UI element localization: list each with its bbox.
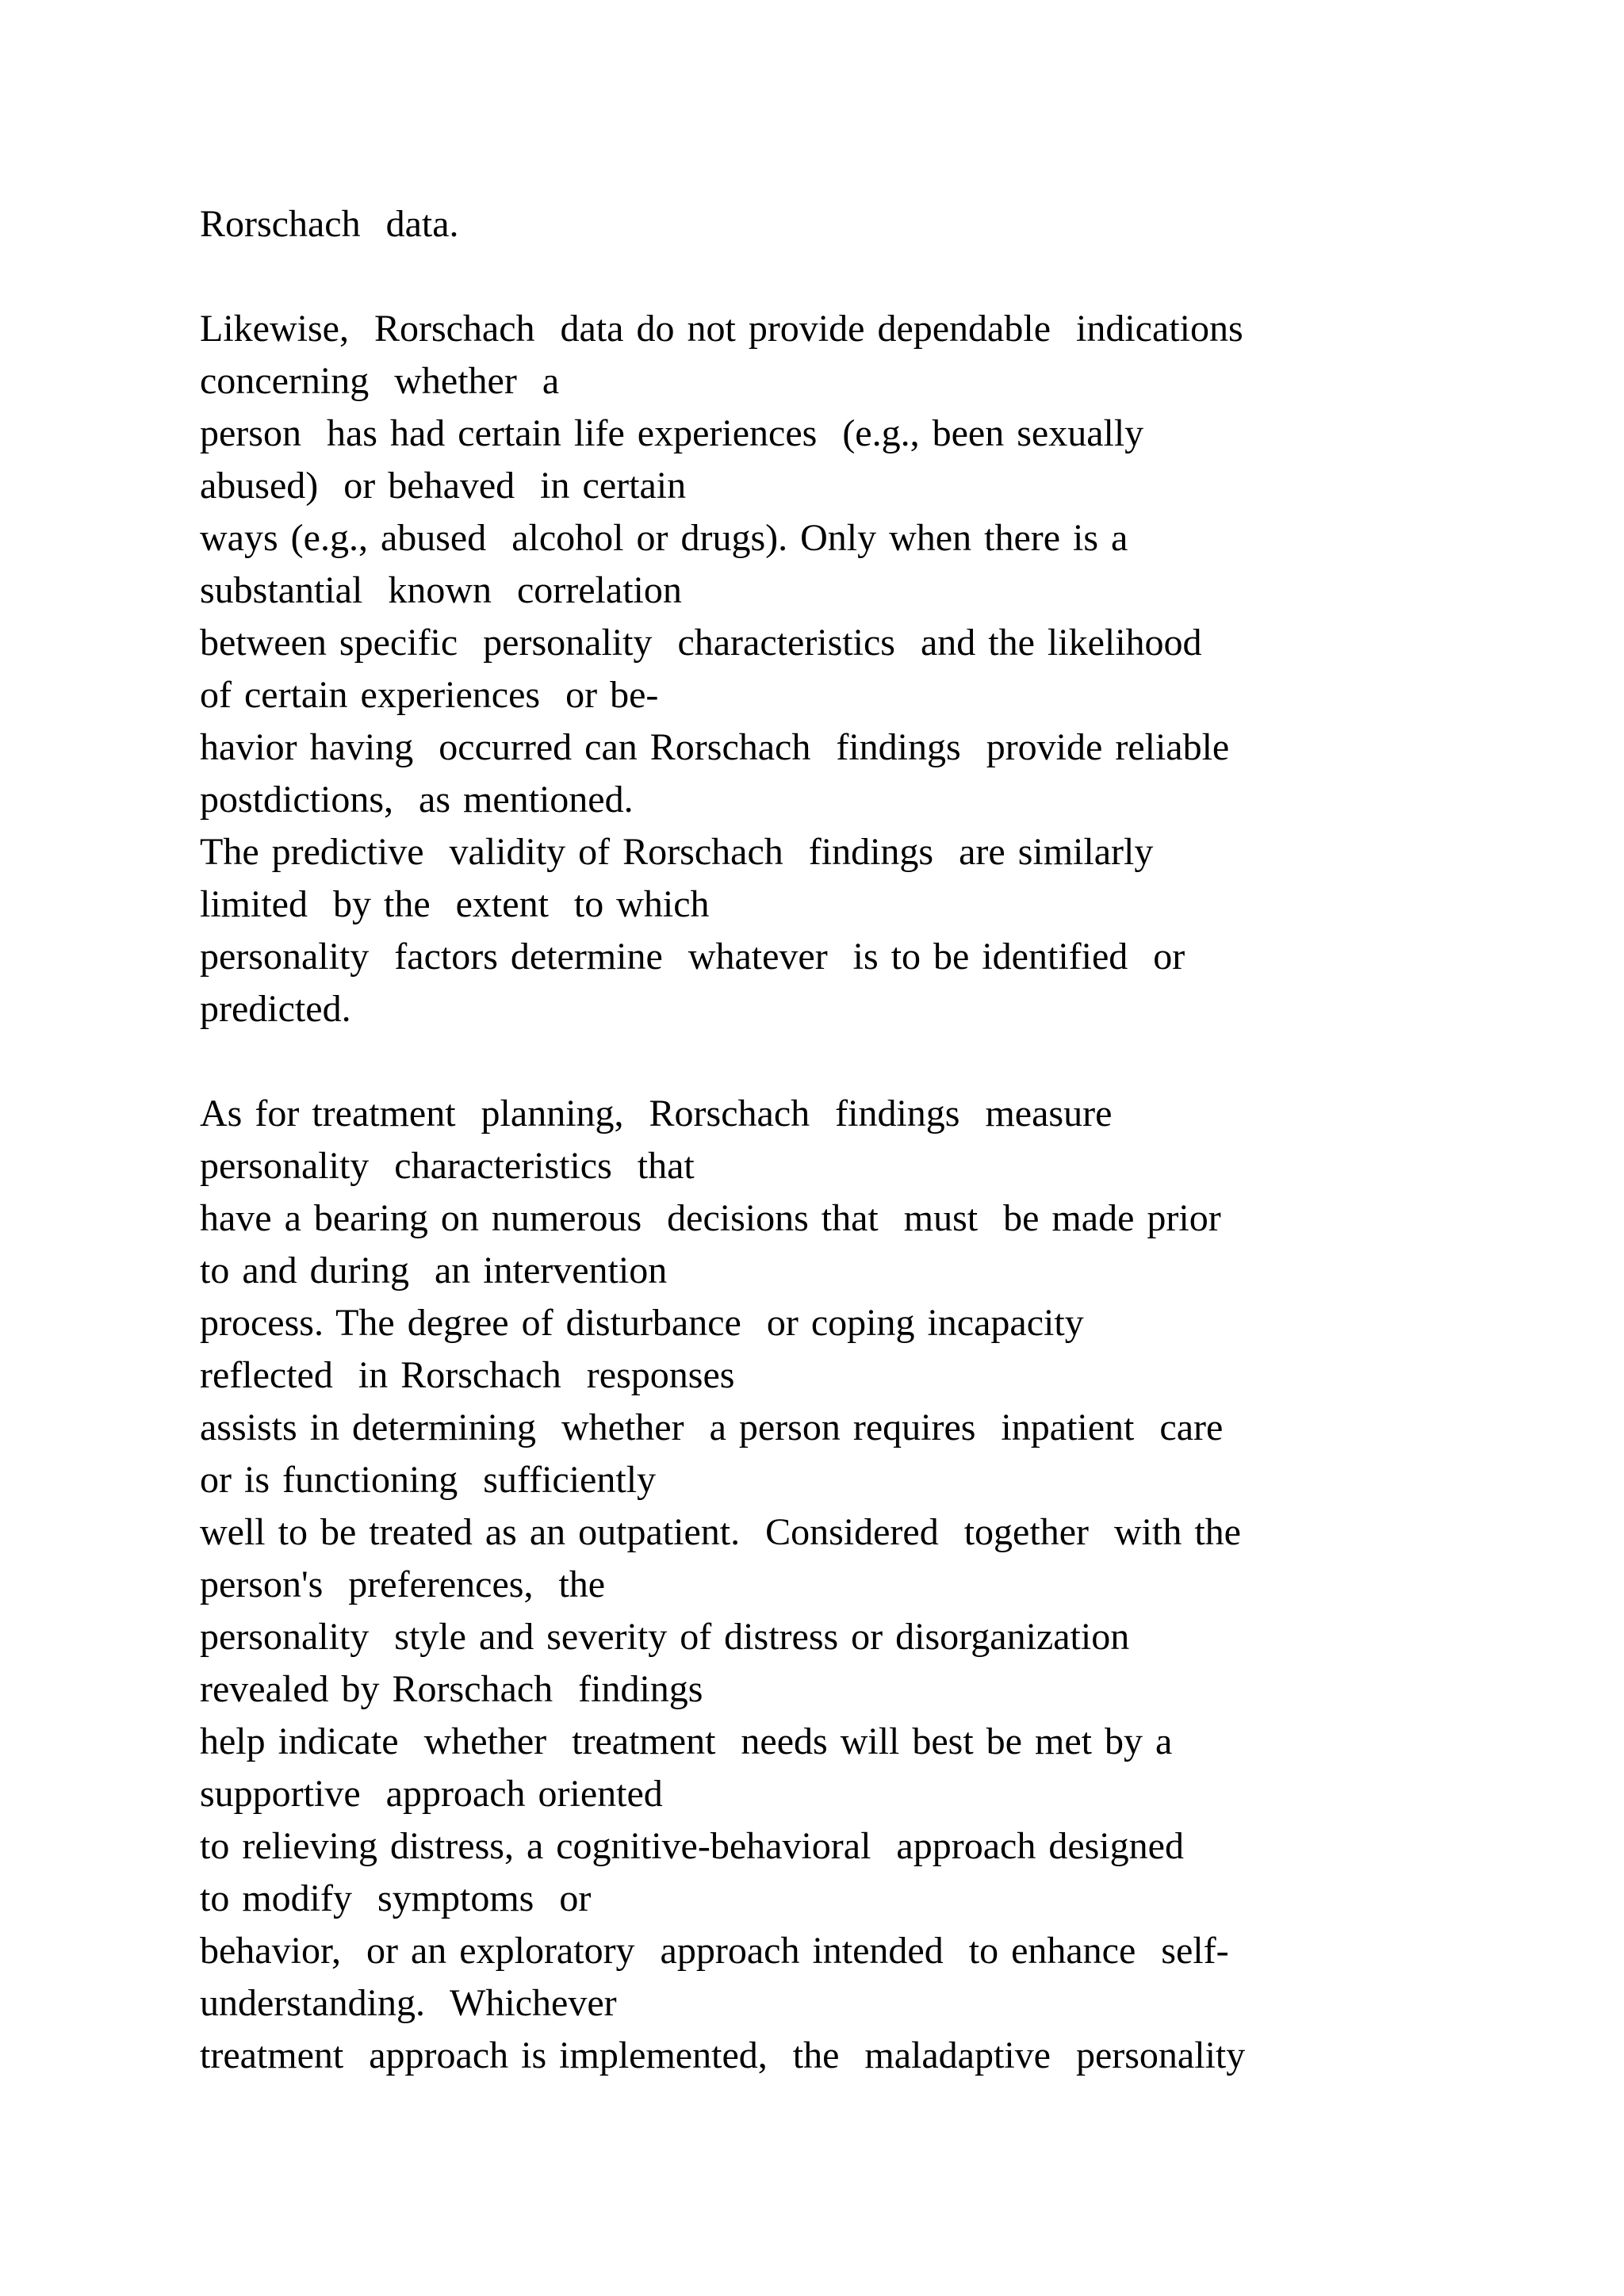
text-line-21: to and during an intervention bbox=[200, 1249, 668, 1292]
text-line-15: personality factors determine whatever is to be identified or bbox=[200, 936, 1185, 978]
text-line-22: process. The degree of disturbance or coping incapacity bbox=[200, 1302, 1084, 1344]
text-line-35: understanding. Whichever bbox=[200, 1982, 617, 2024]
text-line-28: personality style and severity of distress or disorganization bbox=[200, 1616, 1130, 1658]
text-line-29: revealed by Rorschach findings bbox=[200, 1668, 703, 1710]
text-line-6: abused) or behaved in certain bbox=[200, 465, 687, 507]
text-line-1: Rorschach data. bbox=[200, 203, 459, 245]
text-line-34: behavior, or an exploratory approach intended to enhance self- bbox=[200, 1930, 1229, 1972]
document-body bbox=[200, 198, 1611, 2082]
text-line-4: concerning whether a bbox=[200, 360, 560, 402]
text-line-24: assists in determining whether a person requires inpatient care bbox=[200, 1406, 1224, 1448]
text-line-14: limited by the extent to which bbox=[200, 883, 710, 925]
text-line-18: As for treatment planning, Rorschach findings measure bbox=[200, 1093, 1113, 1135]
text-line-33: to modify symptoms or bbox=[200, 1877, 592, 1919]
text-line-20: have a bearing on numerous decisions that must be made prior bbox=[200, 1197, 1221, 1239]
text-line-31: supportive approach oriented bbox=[200, 1773, 663, 1815]
text-line-10: of certain experiences or be- bbox=[200, 674, 659, 716]
text-line-25: or is functioning sufficiently bbox=[200, 1459, 657, 1501]
text-line-5: person has had certain life experiences (e.g., been sexually bbox=[200, 412, 1144, 454]
text-line-26: well to be treated as an outpatient. Considered together with the bbox=[200, 1511, 1241, 1553]
text-line-3: Likewise, Rorschach data do not provide dependable indications bbox=[200, 308, 1243, 350]
text-line-12: postdictions, as mentioned. bbox=[200, 779, 634, 821]
text-line-27: person's preferences, the bbox=[200, 1563, 606, 1605]
text-line-8: substantial known correlation bbox=[200, 569, 682, 611]
text-line-19: personality characteristics that bbox=[200, 1145, 695, 1187]
text-line-36: treatment approach is implemented, the maladaptive personality bbox=[200, 2034, 1246, 2076]
text-line-32: to relieving distress, a cognitive-behavioral approach designed bbox=[200, 1825, 1184, 1867]
text-line-23: reflected in Rorschach responses bbox=[200, 1354, 735, 1396]
text-line-7: ways (e.g., abused alcohol or drugs). Only when there is a bbox=[200, 517, 1128, 559]
text-line-16: predicted. bbox=[200, 988, 351, 1030]
text-line-30: help indicate whether treatment needs will best be met by a bbox=[200, 1720, 1173, 1762]
text-line-11: havior having occurred can Rorschach findings provide reliable bbox=[200, 726, 1230, 768]
text-line-13: The predictive validity of Rorschach findings are similarly bbox=[200, 831, 1154, 873]
blank-line bbox=[200, 251, 1611, 303]
blank-line bbox=[200, 1035, 1611, 1088]
text-line-9: between specific personality characteristics and the likelihood bbox=[200, 622, 1202, 664]
